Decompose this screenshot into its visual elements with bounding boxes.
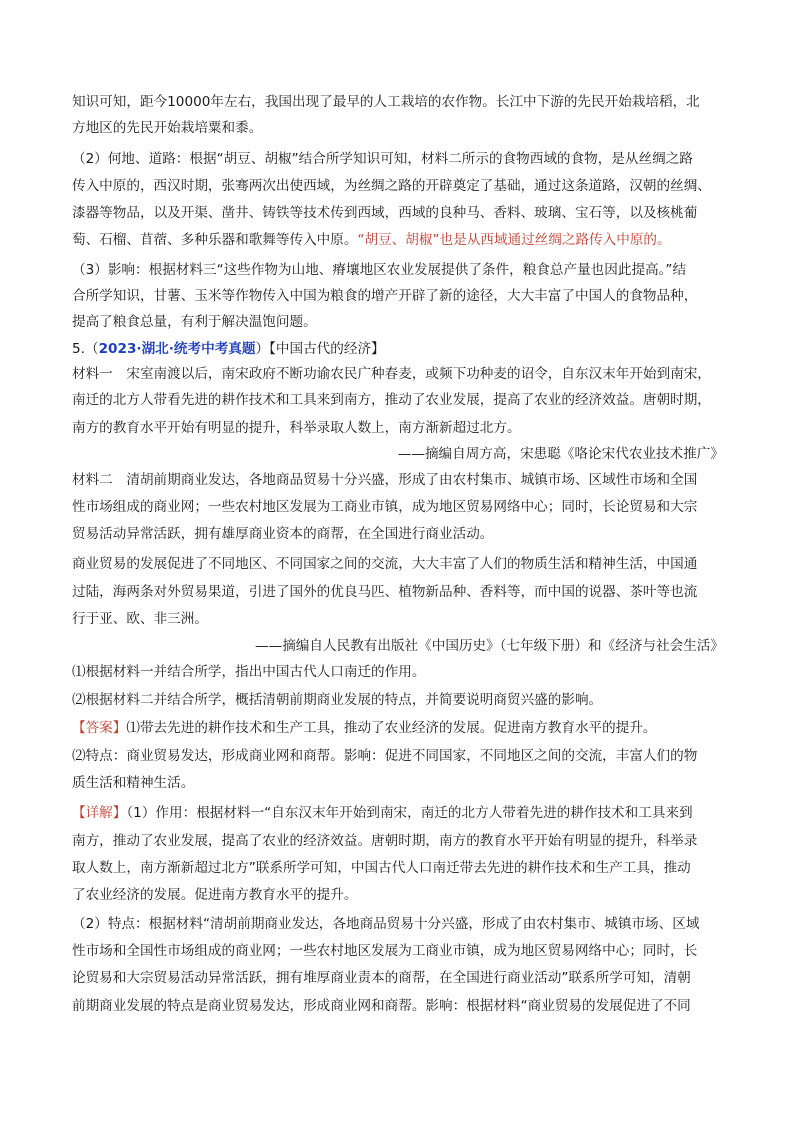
text-line: （2）特点：根据材料“清胡前期商业发达，各地商品贸易十分兴盛，形成了由农村集市、城镇市场、区域 [72,916,700,932]
text-line: 前期商业发展的特点是商业贸易发达，形成商业网和商帮。影响：根据材料“商业贸易的发展促进了不同 [72,998,691,1014]
text-line: 南方的教育水平开始有明显的提升，科举录取人数上，南方渐新超过北方。 [72,420,521,436]
citation: ——摘编自周方高，宋患聪《咯论宋代农业技术推广》 [397,446,724,462]
question-item: ⑵根据材料二并结合所学，概括清朝前期商业发展的特点，并简要说明商贸兴盛的影响。 [72,692,603,708]
answer-text: ⑴带去先进的耕作技术和生产工具，推动了农业经济的发展。促进南方教育水平的提升。 [126,720,657,736]
question-header [72,339,724,359]
citation: ——摘编自人民教有出版社《中国历史》（七年级下册）和《经济与社会生活》 [255,638,724,654]
explanation-line [72,803,724,823]
text-line: 取人数上，南方渐新超过北方”联系所学可知，中国古代人口南迁带去先进的耕作技术和生产工具，推动 [72,860,691,876]
text-line: 行于亚、欧、非三洲。 [72,611,208,627]
question-number: 5.（ [72,341,99,357]
question-item: ⑴根据材料一并结合所学，指出中国古代人口南迁的作用。 [72,664,426,680]
text-line: 知识可知，距今10000年左右，我国出现了最早的人工栽培的农作物。长江中下游的先民开始栽培稻，北 [72,94,700,110]
text-line [72,230,724,250]
text-line: ⑵特点：商业贸易发达，形成商业网和商帮。影响：促进不同国家，不同地区之间的交流，丰富人们的物 [72,748,698,764]
text-line: 质生活和精神生活。 [72,775,195,791]
text-line: 漆器等物品，以及开渠、凿井、铸铁等技术传到西域，西域的良种马、香料、玻璃、宝石等，以及核桃葡 [72,205,698,221]
text-line: 提高了粮食总量，有利于解决温饱问题。 [72,314,317,330]
text-line: 材料二 清胡前期商业发达，各地商品贸易十分兴盛，形成了由农村集市、城镇市场、区域性市场和全国 [72,472,698,488]
text-line: 传入中原的，西汉时期，张骞两次出使西域，为丝绸之路的开辟奠定了基础，通过这条道路，汉朝的丝绸、 [72,178,711,194]
text-line: （2）何地、道路：根据“胡豆、胡椒”结合所学知识可知，材料二所示的食物西域的食物，是从丝绸之路 [72,151,693,167]
text-line: 贸易活动异常活跃，拥有雄厚商业资本的商帮，在全国进行商业活动。 [72,526,494,542]
text-line: 了农业经济的发展。促进南方教育水平的提升。 [72,887,358,903]
text-line: 方地区的先民开始栽培粟和黍。 [72,120,263,136]
question-source: 2023·湖北·统考中考真题 [98,341,256,357]
text-segment: 萄、石榴、苜蓿、多种乐器和歌舞等传入中原。 [72,232,358,248]
text-line: 南方，推动了农业发展，提高了农业的经济效益。唐朝时期，南方的教育水平开始有明显的提升，科举录 [72,833,698,849]
text-line: 商业贸易的发展促进了不同地区、不同国家之间的交流，大大丰富了人们的物质生活和精神生活，中国通 [72,556,698,572]
text-line: 性市场组成的商业网；一些农村地区发展为工商业市镇，成为地区贸易网络中心；同时，长论贸易和大宗 [72,499,698,515]
question-topic: ）【中国古代的经济】 [255,341,385,357]
answer-line [72,718,724,738]
explanation-text: （1）作用：根据材料一“自东汉末年开始到南宋，南迁的北方人带着先进的耕作技术和工具来到 [126,805,693,821]
text-line: 合所学知识，甘薯、玉米等作物传入中国为粮食的增产开辟了新的途径，大大丰富了中国人的食物品种， [72,288,698,304]
text-line: （3）影响：根据材料三“这些作物为山地、瘠壤地区农业发展提供了条件，粮食总产量也因此提高。”结 [72,262,687,278]
text-line: 南迁的北方人带看先进的耕作技术和工具来到南方，推动了农业发展，提高了农业的经济效益。唐朝时期， [72,392,711,408]
text-line: 论贸易和大宗贸易活动异常活跃，拥有堆厚商业责本的商帮，在全国进行商业活动”联系所学可知，清朝 [72,970,691,986]
highlighted-text: “胡豆、胡椒”也是从西域通过丝绸之路传入中原的。 [357,232,671,248]
text-line: 过陆，海两条对外贸易果道，引进了国外的优良马匹、植物新品种、香料等，而中国的说器、茶叶等也流 [72,584,698,600]
explanation-label: 【详解】 [72,805,127,821]
text-line: 性市场和全国性市场组成的商业网；一些农村地区发展为工商业市镇，成为地区贸易网络中心；同时，长 [72,943,698,959]
answer-label: 【答案】 [72,720,127,736]
text-line: 材料一 宋室南渡以后，南宋政府不断功谕农民广种春麦，或频下功种麦的诏令，自东汉末年开始到南宋， [72,366,711,382]
